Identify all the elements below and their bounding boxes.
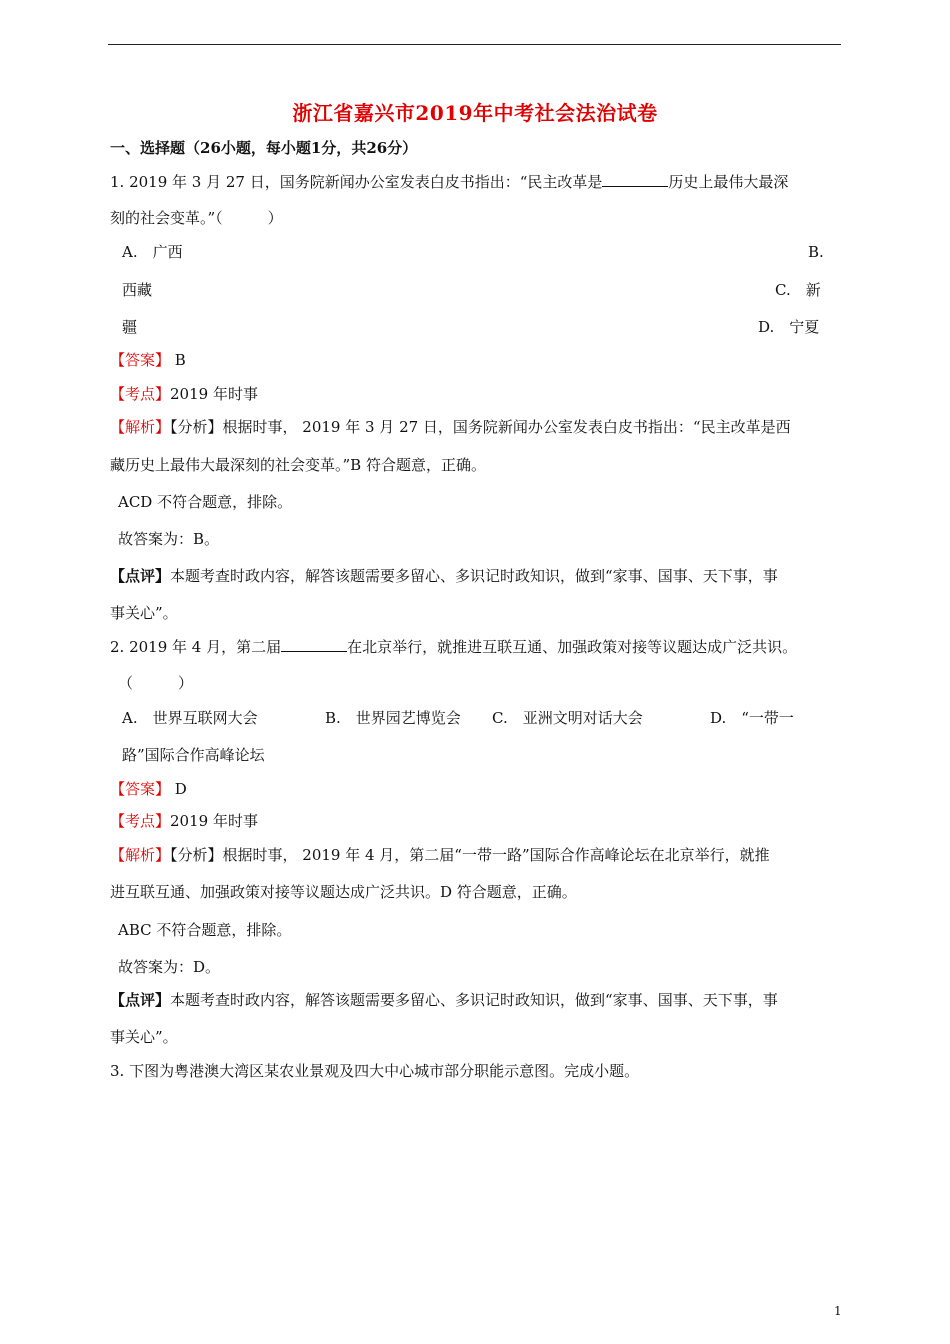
- q2-option-d: D. “一带一: [710, 709, 794, 727]
- q1-option-c-text: 疆: [122, 318, 138, 336]
- q2-analysis-line3: ABC 不符合题意，排除。: [118, 921, 292, 939]
- q1-option-a: A. 广西: [122, 243, 183, 261]
- q1-option-d: D. 宁夏: [758, 318, 820, 336]
- question-3-stem: 3. 下图为粤港澳大湾区某农业景观及四大中心城市部分职能示意图。完成小题。: [110, 1062, 640, 1080]
- q1-comment-line2: 事关心”。: [110, 604, 178, 622]
- page-number: 1: [834, 1304, 842, 1318]
- q2-option-a: A. 世界互联网大会: [122, 709, 258, 727]
- header-rule: [108, 44, 841, 45]
- q2-point: 【考点】2019 年时事: [110, 812, 258, 830]
- section-heading: 一、选择题（26小题，每小题1分，共26分）: [110, 139, 418, 157]
- question-2-stem: 2. 2019 年 4 月，第二届 在北京举行，就推进互联互通、加强政策对接等议题达成广泛共识。: [110, 638, 798, 656]
- q2-option-b: B. 世界园艺博览会: [325, 709, 461, 727]
- q2-option-d-text: 路”国际合作高峰论坛: [122, 746, 265, 764]
- question-2-stem-line2: （ ）: [118, 674, 194, 692]
- q1-option-b: B.: [808, 243, 824, 261]
- q1-analysis: 【解析】【分析】根据时事， 2019 年 3 月 27 日，国务院新闻办公室发表白皮书指出：“民主改革是西: [110, 418, 791, 436]
- q2-answer: 【答案】 D: [110, 780, 187, 798]
- q1-analysis-line2: 藏历史上最伟大最深刻的社会变革。”B 符合题意，正确。: [110, 456, 486, 474]
- q1-option-b-text: 西藏: [122, 281, 153, 299]
- q1-option-c: C. 新: [775, 281, 821, 299]
- q2-analysis-line2: 进互联互通、加强政策对接等议题达成广泛共识。D 符合题意，正确。: [110, 883, 577, 901]
- q1-analysis-line4: 故答案为：B。: [118, 530, 220, 548]
- fill-blank: [281, 637, 347, 652]
- q1-analysis-line3: ACD 不符合题意，排除。: [118, 493, 293, 511]
- question-1-stem: 1. 2019 年 3 月 27 日，国务院新闻办公室发表白皮书指出：“民主改革是 历史上最伟大最深: [110, 173, 789, 191]
- q2-comment: 【点评】本题考查时政内容，解答该题需要多留心、多识记时政知识，做到“家事、国事、天下事，事: [110, 991, 778, 1009]
- page-title: 浙江省嘉兴市2019年中考社会法治试卷: [292, 101, 658, 125]
- q2-option-c: C. 亚洲文明对话大会: [492, 709, 643, 727]
- q1-point: 【考点】2019 年时事: [110, 385, 258, 403]
- q2-analysis-line4: 故答案为：D。: [118, 958, 221, 976]
- q1-comment: 【点评】本题考查时政内容，解答该题需要多留心、多识记时政知识，做到“家事、国事、天下事，事: [110, 567, 778, 585]
- q1-answer: 【答案】 B: [110, 351, 186, 369]
- q2-analysis: 【解析】【分析】根据时事， 2019 年 4 月，第二届“一带一路”国际合作高峰论坛在北京举行，就推: [110, 846, 770, 864]
- fill-blank: [602, 172, 668, 187]
- question-1-stem-line2: 刻的社会变革。”（ ）: [110, 209, 283, 227]
- q2-comment-line2: 事关心”。: [110, 1028, 178, 1046]
